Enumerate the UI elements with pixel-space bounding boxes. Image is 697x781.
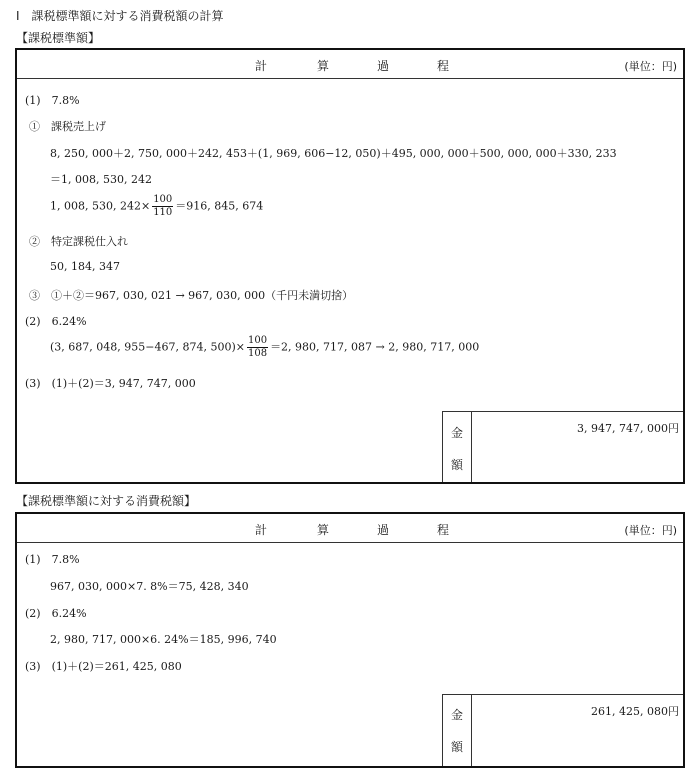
calc-line: 8, 250, 000＋2, 750, 000＋242, 453＋(1, 969, 606−12, 050)＋495, 000, 000＋500, 000, 000＋330, 233	[50, 147, 617, 160]
unit-label: (単位：円)	[624, 60, 677, 73]
calc-line: ③ ①＋②＝967, 030, 021 → 967, 030, 000（千円未満切捨）	[29, 289, 354, 302]
section1-label: 【課税標準額】	[16, 31, 101, 45]
unit-label: (単位：円)	[624, 524, 677, 537]
header-char: 計	[255, 59, 268, 73]
section2-calc-box	[15, 512, 685, 768]
calc-line-fraction: 1, 008, 530, 242× $\frac{100}{110}$ ＝916, 845, 674	[50, 194, 264, 218]
calc-line: 2, 980, 717, 000×6. 24%＝185, 996, 740	[50, 633, 277, 646]
header-char: 程	[437, 523, 450, 537]
section1-amount-box	[442, 411, 683, 482]
calc-line: (2) 6.24%	[25, 607, 87, 620]
calc-line: (1) 7.8%	[25, 94, 80, 107]
section2-label: 【課税標準額に対する消費税額】	[16, 494, 197, 508]
header-char: 程	[437, 59, 450, 73]
section1-header	[17, 50, 683, 79]
header-char: 過	[377, 523, 390, 537]
amount-value: 3, 947, 747, 000円	[577, 422, 679, 435]
calc-line: (2) 6.24%	[25, 315, 87, 328]
section1-calc-box	[15, 48, 685, 484]
calc-line: 967, 030, 000×7. 8%＝75, 428, 340	[50, 580, 249, 593]
amount-value: 261, 425, 080円	[591, 705, 679, 718]
calc-line: (1) 7.8%	[25, 553, 80, 566]
calc-line: (3) (1)＋(2)＝261, 425, 080	[25, 660, 182, 673]
header-char: 算	[317, 523, 330, 537]
amount-label: 金 額	[443, 412, 472, 482]
section2-header	[17, 514, 683, 543]
header-char: 算	[317, 59, 330, 73]
calc-line: 50, 184, 347	[50, 260, 120, 273]
page-heading: Ⅰ 課税標準額に対する消費税額の計算	[16, 9, 224, 23]
header-char: 計	[255, 523, 268, 537]
calc-line: ① 課税売上げ	[29, 120, 106, 133]
calc-line: (3) (1)＋(2)＝3, 947, 747, 000	[25, 377, 196, 390]
header-char: 過	[377, 59, 390, 73]
calc-line: ② 特定課税仕入れ	[29, 235, 128, 248]
section2-amount-box	[442, 694, 683, 766]
calc-line: ＝1, 008, 530, 242	[50, 173, 152, 186]
amount-label: 金 額	[443, 695, 472, 766]
calc-line-fraction: (3, 687, 048, 955−467, 874, 500)× $\frac{100}{108}$ ＝2, 980, 717, 087 → 2, 980, 717, 000	[50, 335, 480, 359]
